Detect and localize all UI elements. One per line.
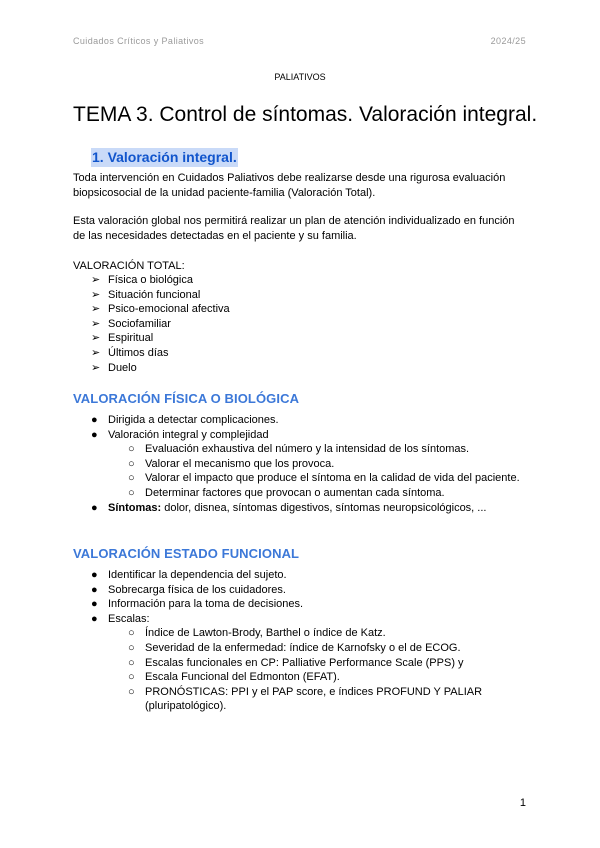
- running-header-year: 2024/25: [490, 36, 526, 46]
- fisica-list: [0, 413, 520, 515]
- circle-bullet-icon: ○: [128, 685, 135, 698]
- valoracion-total-list: [0, 273, 230, 375]
- intro-paragraph-1-line-2: biopsicosocial de la unidad paciente-familia (Valoración Total).: [73, 187, 376, 199]
- sub-list-item-continuation: (pluripatológico).: [145, 700, 227, 713]
- list-item: ● Dirigida a detectar complicaciones.: [91, 414, 279, 426]
- section-heading-funcional: VALORACIÓN ESTADO FUNCIONAL: [73, 546, 300, 561]
- circle-bullet-icon: ○: [128, 443, 135, 456]
- sub-list-item: ○ Severidad de la enfermedad: índice de Karnofsky o el de ECOG.: [128, 641, 461, 654]
- list-item: ➢ Sociofamiliar: [91, 317, 171, 330]
- circle-bullet-icon: ○: [128, 656, 135, 669]
- bullet-icon: ●: [91, 428, 98, 441]
- arrow-bullet-icon: ➢: [91, 274, 101, 286]
- sub-list-item: ○ Evaluación exhaustiva del número y la intensidad de los síntomas.: [128, 443, 470, 456]
- bullet-icon: ●: [91, 598, 98, 611]
- sub-list-item: ○ Escala Funcional del Edmonton (EFAT).: [128, 671, 340, 684]
- bullet-icon: ●: [91, 414, 98, 426]
- list-item: ➢ Últimos días: [91, 346, 169, 359]
- page-number: 1: [519, 797, 526, 809]
- intro-paragraph-1: [73, 171, 533, 201]
- list-item: ● Información para la toma de decisiones.: [91, 598, 304, 611]
- list-item: ● Síntomas: dolor, disnea, síntomas digestivos, síntomas neuropsicológicos, ...: [91, 501, 487, 514]
- sub-list-item: ○ Determinar factores que provocan o aumentan cada síntoma.: [128, 486, 445, 499]
- list-item: ● Valoración integral y complejidad: [91, 428, 269, 441]
- arrow-bullet-icon: ➢: [91, 332, 101, 345]
- arrow-bullet-icon: ➢: [91, 361, 101, 374]
- valoracion-total-label: VALORACIÓN TOTAL:: [73, 260, 185, 272]
- arrow-bullet-icon: ➢: [91, 303, 101, 316]
- running-header-course: Cuidados Críticos y Paliativos: [73, 36, 205, 46]
- circle-bullet-icon: ○: [128, 627, 135, 640]
- subject-label: PALIATIVOS: [274, 72, 326, 82]
- sub-list-item: ○ Índice de Lawton-Brody, Barthel o índice de Katz.: [128, 627, 386, 640]
- sub-list-item: ○ Valorar el impacto que produce el síntoma en la calidad de vida del paciente.: [128, 472, 520, 485]
- sub-list-item: ○ PRONÓSTICAS: PPI y el PAP score, e índices PROFUND Y PALIAR: [128, 685, 483, 698]
- intro-paragraph-2-line-2: de las necesidades detectadas en el paciente y su familia.: [73, 230, 357, 242]
- intro-paragraph-1-line-1: Toda intervención en Cuidados Paliativos debe realizarse desde una rigurosa evaluación: [73, 172, 506, 184]
- arrow-bullet-icon: ➢: [91, 317, 101, 330]
- list-item: ➢ Situación funcional: [91, 288, 201, 301]
- circle-bullet-icon: ○: [128, 671, 135, 684]
- list-item: ➢ Espiritual: [91, 332, 154, 345]
- arrow-bullet-icon: ➢: [91, 346, 101, 359]
- sintomas-label: Síntomas:: [108, 501, 162, 514]
- section-heading-valoracion-integral: 1. Valoración integral.: [92, 149, 237, 165]
- section-heading-fisica: VALORACIÓN FÍSICA O BIOLÓGICA: [73, 391, 300, 406]
- funcional-list: [0, 568, 482, 714]
- circle-bullet-icon: ○: [128, 457, 135, 470]
- intro-paragraph-2: [73, 214, 533, 244]
- list-item: ➢ Duelo: [91, 361, 137, 374]
- list-item: ● Identificar la dependencia del sujeto.: [91, 569, 287, 581]
- arrow-bullet-icon: ➢: [91, 288, 101, 301]
- circle-bullet-icon: ○: [128, 641, 135, 654]
- list-item: ➢ Psico-emocional afectiva: [91, 303, 230, 316]
- circle-bullet-icon: ○: [128, 486, 135, 499]
- intro-paragraph-2-line-1: Esta valoración global nos permitirá realizar un plan de atención individualizado en función: [73, 215, 515, 227]
- sub-list-item: ○ Valorar el mecanismo que los provoca.: [128, 457, 335, 470]
- list-item: ● Escalas:: [91, 612, 150, 625]
- sub-list-item: ○ Escalas funcionales en CP: Palliative Performance Scale (PPS) y: [128, 656, 464, 669]
- circle-bullet-icon: ○: [128, 472, 135, 485]
- bullet-icon: ●: [91, 612, 98, 625]
- list-item: ➢ Física o biológica: [91, 274, 193, 286]
- list-item: ● Sobrecarga física de los cuidadores.: [91, 583, 286, 596]
- bullet-icon: ●: [91, 501, 98, 514]
- bullet-icon: ●: [91, 583, 98, 596]
- page-title: TEMA 3. Control de síntomas. Valoración integral.: [73, 103, 538, 126]
- bullet-icon: ●: [91, 569, 98, 581]
